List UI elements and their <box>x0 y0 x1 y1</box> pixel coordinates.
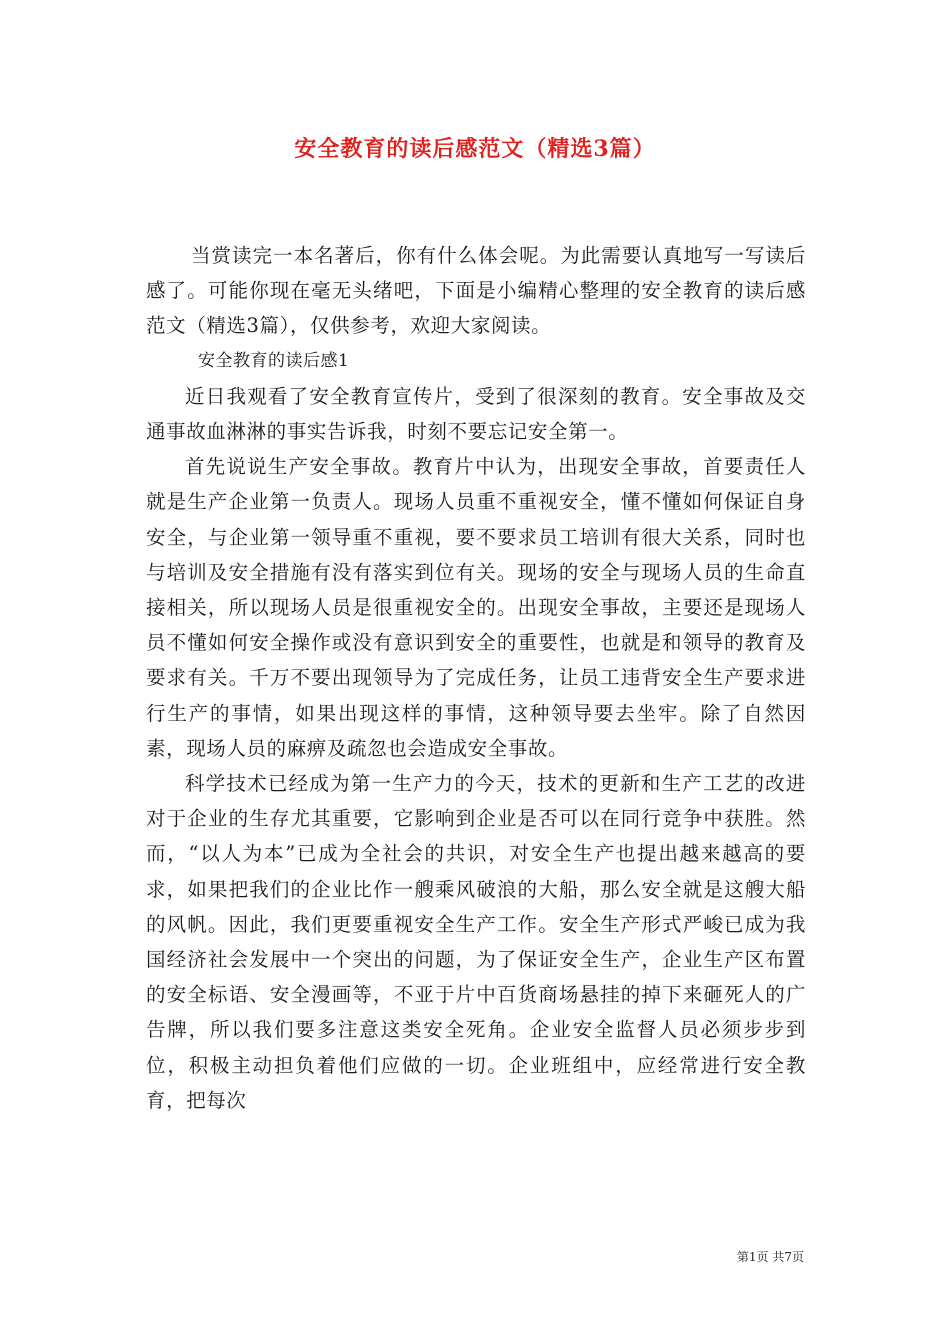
document-body <box>146 238 806 1118</box>
page-footer: 第1页 共7页 <box>736 1250 804 1264</box>
paragraph-3: 科学技术已经成为第一生产力的今天，技术的更新和生产工艺的改进对于企业的生存尤其重要，它影响到企业是否可以在同行竞争中获胜。然而，“以人为本”已成为全社会的共识，对安全生产也提出越来越高的要求，如果把我们的企业比作一艘乘风破浪的大船，那么安全就是这艘大船的风帆。因此，我们更要重视安全生产工作。安全生产形式严峻已成为我国经济社会发展中一个突出的问题，为了保证安全生产，企业生产区布置的安全标语、安全漫画等，不亚于片中百货商场悬挂的掉下来砸死人的广告牌，所以我们要多注意这类安全死角。企业安全监督人员必须步步到位，积极主动担负着他们应做的一切。企业班组中，应经常进行安全教育，把每次 <box>146 772 806 1112</box>
paragraph-1: 近日我观看了安全教育宣传片，受到了很深刻的教育。安全事故及交通事故血淋淋的事实告诉我，时刻不要忘记安全第一。 <box>146 384 806 444</box>
document-title: 安全教育的读后感范文（精选3篇） <box>294 136 656 162</box>
intro-paragraph: 当赏读完一本名著后，你有什么体会呢。为此需要认真地写一写读后感了。可能你现在毫无头绪吧，下面是小编精心整理的安全教育的读后感范文（精选3篇），仅供参考，欢迎大家阅读。 <box>146 244 806 338</box>
paragraph-2: 首先说说生产安全事故。教育片中认为，出现安全事故，首要责任人就是生产企业第一负责人。现场人员重不重视安全，懂不懂如何保证自身安全，与企业第一领导重不重视，要不要求员工培训有很大关系，同时也与培训及安全措施有没有落实到位有关。现场的安全与现场人员的生命直接相关，所以现场人员是很重视安全的。出现安全事故，主要还是现场人员不懂如何安全操作或没有意识到安全的重要性，也就是和领导的教育及要求有关。千万不要出现领导为了完成任务，让员工违背安全生产要求进行生产的事情，如果出现这样的事情，这种领导要去坐牢。除了自然因素，现场人员的麻痹及疏忽也会造成安全事故。 <box>146 455 806 760</box>
section-heading: 安全教育的读后感1 <box>198 350 350 371</box>
